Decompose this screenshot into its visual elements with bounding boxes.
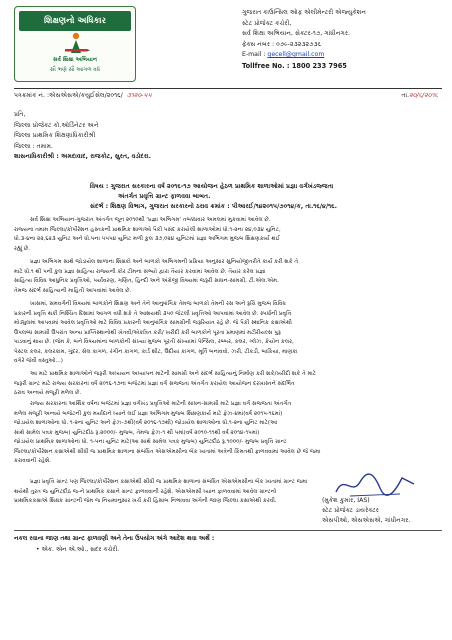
para-line: કરાવવાની રહેશે. xyxy=(14,458,52,464)
body-paragraph-4 xyxy=(14,370,442,399)
reference-date xyxy=(402,92,438,100)
para-line: ધો.૩-૪ના ૨૨,૬૨૩ યુનિટ અને ધો.૫ના ૫૫૫૪ યુનિટ મળી કુલ ૩૭,૦૨૪ યુનિટમાં પ્રજ્ઞા અભિગમ મુજબ શિક્ષણકાર્ય થઈ xyxy=(14,236,281,242)
logo-banner-text: શિક્ષણનો અધિકાર xyxy=(19,11,131,31)
para-line: રાજ્ય સરકારના આર્થિક વર્ષના બજેટમાં પ્રજ્ઞા વર્ગખંડ પ્રવૃત્તિઓ માટેની સાધન-સામગ્રી માટે પ્રજ્ઞા વર્ગ સજ્જતા અંતર્ગત xyxy=(30,401,292,407)
office-line: સ્ટેટ પ્રોજેક્ટ કચેરી, xyxy=(242,19,292,27)
reference-line-text: સંદર્ભ : શિક્ષણ વિભાગ, ગુજરાત સરકારનો ઠરાવ ક્રમાંક : પીઆરઈ/૧૪૨૦૧૫/૭૦૧૪/ક, તા.૧૬/૪/૧૬. xyxy=(90,203,337,210)
office-line: સર્વ શિક્ષા અભિયાન, સેક્ટર-૧૭, ગાંધીનગર. xyxy=(242,30,350,37)
para-line: જોડાયેલ શાળાઓના ધો. ૧-૨ના યુનિટ અને ફેઝ-૭થી(વર્ષ ૨૦૧૬-૧૭થી) જોડાયેલ શાળાઓના ધો.૧-૨ના યુનિટ માટે(આ xyxy=(14,420,278,426)
logo-line-2: સૌ ભણે સૌ આગળ વધે xyxy=(50,67,100,73)
addressee-line: જિલ્લા : તમામ. xyxy=(14,142,54,150)
para-line: આ માટે પ્રાથમિક શાળાઓને જરૂરી અધ્યયન અધ્યાપન માટેની સામગ્રી અને સંદર્ભ સાહિત્યનું નિર્માણ કરી શકે/ખરીદી શકે તે માટે xyxy=(30,371,317,377)
para-line: માટે ધો.૧ થી પની કુલ પ્રજ્ઞા સાહિત્ય રાજ્યની કોર ટીમના સભ્યો દ્વારા તૈયાર કરવામાં આવેલ છે. તૈયાર કરેલ પ્રજ્ઞા xyxy=(14,268,266,275)
para-line: તેમજ સંદર્ભ સાહિત્યની માહિતી આપવામાં આવેલ છે. xyxy=(14,287,132,294)
header-divider xyxy=(14,88,442,89)
para-line: રહ્યું છે. xyxy=(14,245,31,252)
para-line: જિલ્લા/કોર્પોરેશન કક્ષાએથી સીધી જ પ્રાથમિક શાળાના સંબંધિત એસએમસીના બેંક ખાતામાં અત્રેની કિંમતથી ફાળવવામાં આવેલ છે જે જમા xyxy=(14,448,321,455)
para-line: ખાસમાં, સમવર્ગની વિષયમાં બાળકોને શિક્ષણ અને તેને આનુષાંગિક તેમજ બાળકો તેમની રસ અને રૂચિ મુજબ વિવિધ xyxy=(30,301,286,307)
addressee-line: પ્રતિ, xyxy=(14,111,26,118)
para-line: વગેરે જેવી વસ્તુઓ...) xyxy=(14,358,63,364)
pencil-child-icon xyxy=(61,31,91,55)
copy-to-item: • એક. એન એ.ઓ., સદર કચેરી. xyxy=(36,545,120,553)
para-line: પ્રાથમિકકક્ષાએ શિક્ષક ગ્રાન્ટની જેમ જ નિયમાનુસાર ખર્ચ કરી હિસાબ નિભાવવા અંગેની જાણ જિલ્લા કક્ષાએથી કરવી. xyxy=(14,498,277,504)
reference-number xyxy=(14,92,152,100)
para-line: પાડવાનું થાય છે. (જેમ કે, બંને વિષયમાંના બાળકોની સંખ્યા મુજબ પૂરતી સંખ્યામાં પેન્સિલ, રબ્બર, કલર, ગ્લેઝ, ક્રેયોન કલર, xyxy=(14,339,294,345)
office-header xyxy=(242,8,447,71)
para-line: પ્રજ્ઞા અભિગમ સાથે જોડાયેલ શાળાના શિક્ષકો અને બાળકો અભિગમની પ્રક્રિયા અનુસાર સુનિયોજીતરીતે કાર્ય કરી શકે તે xyxy=(30,259,299,265)
para-line: રાજ્યના તમામ જિલ્લા/કોર્પોરેશન હસ્તકની પ્રાથમિક શાળાઓ પૈકી પસંદ કરાયેલી શાળાઓમાં ધો.૧-૨ના ૨૪,૦૩૪ યુનિટ, xyxy=(14,226,281,233)
signatory-office: એસપીઓ, એસએસએ, ગાંધીનગર. xyxy=(322,517,411,524)
para-line: સાથે સામેલ પત્રક મુજબ) યુનિટદીઠ રૂ.૨૦૦૦/- મુજબ, તેમજ ફેઝ-૧ થી પમાં(વર્ષ ૨૦૧૦-૧૧થી વર્ષ ૨૦૧૪-૧૫માં) xyxy=(14,429,260,436)
office-line: ગુજરાત કાઉન્સિલ ઓફ એલીમેન્ટરી એજ્યુકેશન xyxy=(242,9,367,16)
para-line: મોડ્યુલમાં આપવામાં આવેલ પ્રવૃત્તિઓ માટે વિવિધ પ્રકારની આનુષાંગિક સામગ્રીની જરૂરિયાત રહે છે. જે પૈકી સ્થાનિક કક્ષાએથી xyxy=(14,320,292,326)
para-line: ઉપલબ્ધ સામગ્રી ઉપરાંત અન્ય પ્રાપ્તિસ્થાનોથી ખેતવી/એકત્રિત કરી/ ખરીદી કરી બાળકોને પૂરતા પ્રમાણમાં મટીરીયલ્સ પુરૂ xyxy=(14,329,281,336)
para-line: પેસ્ટલ કલર, કલરકામ, ગુંદર, સેલ કાગળ, રંગીન કાગળ, કાર્ડ શીટ, ઉંદીયા કાગળ, મૂર્તિ બનાવવો, ઝરી, ટીકડી, બાકિયા, માણકા xyxy=(14,348,298,355)
body-paragraph-6 xyxy=(14,478,314,507)
para-line: પ્રજ્ઞા પ્રવૃત્તિ ગ્રાન્ટ પણ જિલ્લા/કોર્પોરેશન કક્ષાએથી સીધી જ પ્રાથમિક શાળાના સંબંધિત એસએમસીના બેંક ખાતામાં ગ્રાન્ટ જમા xyxy=(30,479,308,485)
reference-date-label: તા. xyxy=(401,92,410,99)
email-line xyxy=(242,50,447,61)
addressee-line: જિલ્લા પ્રાથમિક શિક્ષણાધિકારીશ્રી xyxy=(14,132,96,139)
logo-line-1: સર્વ શિક્ષા અભિયાન xyxy=(53,57,97,63)
reference-date-handwritten: ૨૦/૬/૨૦૧૬ xyxy=(409,92,438,99)
email-label: E-mail : xyxy=(242,51,268,58)
signatory-name: (મુકેશ કુમાર, IAS) xyxy=(322,497,370,504)
para-line: જરૂરી ગ્રાન્ટ માટે રાજ્ય સરકારના વર્ષ ૨૦૧૬-૧૭ના બજેટમાં પ્રજ્ઞા વર્ગ સજ્જતા અંતર્ગત કરાયેલ આયોજન દરખાસ્તને સંદર્ભિત xyxy=(14,380,295,387)
body-paragraph-3 xyxy=(14,300,442,367)
tollfree-number: Tollfree No. : 1800 233 7965 xyxy=(242,61,347,70)
signature-block xyxy=(322,496,442,526)
body-paragraph-5 xyxy=(14,400,442,467)
para-line: જોડાયેલ પ્રાથમિક શાળાઓના ધો. ૧-૫ના યુનિટ માટે(આ સાથે સામેલ પત્રક મુજબ) યુનિટદીઠ રૂ.૧૦૦૦/- મુજબ પ્રવૃત્તિ ગ્રાન્ટ xyxy=(14,439,287,445)
signatory-title: સ્ટેટ પ્રોજેક્ટ ડાયરેક્ટર xyxy=(322,507,379,514)
fax-number: ફેક્સ નંબર : ૦૭૯-૨૩૨૩૨૭૩૬ xyxy=(242,40,322,48)
reference-number-handwritten: ૩૧૨૦-૫૫ xyxy=(126,92,152,99)
para-line: ઠરાવ અન્વયે મંજૂરી મળેલ છે. xyxy=(14,390,82,396)
subject-line: વિષય : ગુજરાત સરકારના વર્ષ ૨૦૧૬-૧૭ આયોજન હેઠળ પ્રાથમિક શાળાઓમાં પ્રજ્ઞા વર્ગખંડજ્જતા xyxy=(90,183,334,190)
subject-line: અંતર્ગત પ્રવૃત્તિ ગ્રાન્ટ ફાળવવા બાબત. xyxy=(118,193,211,200)
para-line: મળેલ મંજૂરી અન્વયે બજેટની કુલ મર્યાદાને ધ્યાને લઈ પ્રજ્ઞા અભિગમ મુજબ શિક્ષણકાર્ય માટે ફેઝ-૪માં(વર્ષ ૨૦૧૫-૧૬માં) xyxy=(14,410,283,417)
email-link[interactable]: gecell@gmail.com xyxy=(267,51,325,58)
ssa-logo xyxy=(14,6,136,82)
addressee-line: શાસનાધિકારીશ્રી : અમદાવાદ, રાજકોટ, સુરત, વડોદરા. xyxy=(14,153,151,160)
reference-number-label: પત્રક્રમાંક નં. :એસએસએ/કયુઈસેલ/૨૦૧૬/ xyxy=(14,92,123,99)
body-paragraph-1 xyxy=(14,216,442,254)
copy-to-block xyxy=(14,534,442,555)
para-line: થયેથી તુરત જ યુનિટદીઠ જ-ને પ્રાથમિક કક્ષાને ગ્રાન્ટ ફાળવવાની રહેશે. એસએમસી ધ્યાન ફાળવવામાં આવેલ ગ્રાન્ટનો xyxy=(14,488,277,495)
reference-line xyxy=(14,92,442,102)
addressee-line: જિલ્લા પ્રોજેક્ટ કો.ઓર્ડિનેટર અને xyxy=(14,121,99,129)
para-line: સાહિત્ય વિવિધ આધુનિક પ્રવૃત્તિઓ, પર્યાવરણ, ગણિત, હિન્દી અને અંગ્રેજી વિષયમાં જરૂરી સાધન-સામગ્રી, ટી.એલ.એમ. xyxy=(14,278,279,284)
subject-block xyxy=(90,182,440,212)
para-line: સર્વ શિક્ષા અભિયાન-ગુજરાત અંતર્ગત જૂન ૨૦૧૦થી 'પ્રજ્ઞા અભિગમ' તબક્કાવાર અમલમાં મુકવામાં આવેલ છે. xyxy=(30,217,271,223)
body-paragraph-2 xyxy=(14,258,442,296)
footer-divider xyxy=(14,530,442,531)
para-line: પ્રકારની પ્રવૃત્તિ થકી નિશ્ચિત દિશામાં આગળ વધી શકે તે આશયથી ૩૫૦ જેટલી પ્રવૃત્તિઓ આપવામાં આવેલ છે. સ્પર્ધાની પ્રવૃત્તિ xyxy=(14,310,292,317)
addressee-block xyxy=(14,110,442,163)
copy-to-title: નકલ રવાના જાણ તથા ગ્રાન્ટ ફાળવણી અને તેના ઉપયોગ અંગે આદેશ થવા અર્થે : xyxy=(14,535,215,542)
